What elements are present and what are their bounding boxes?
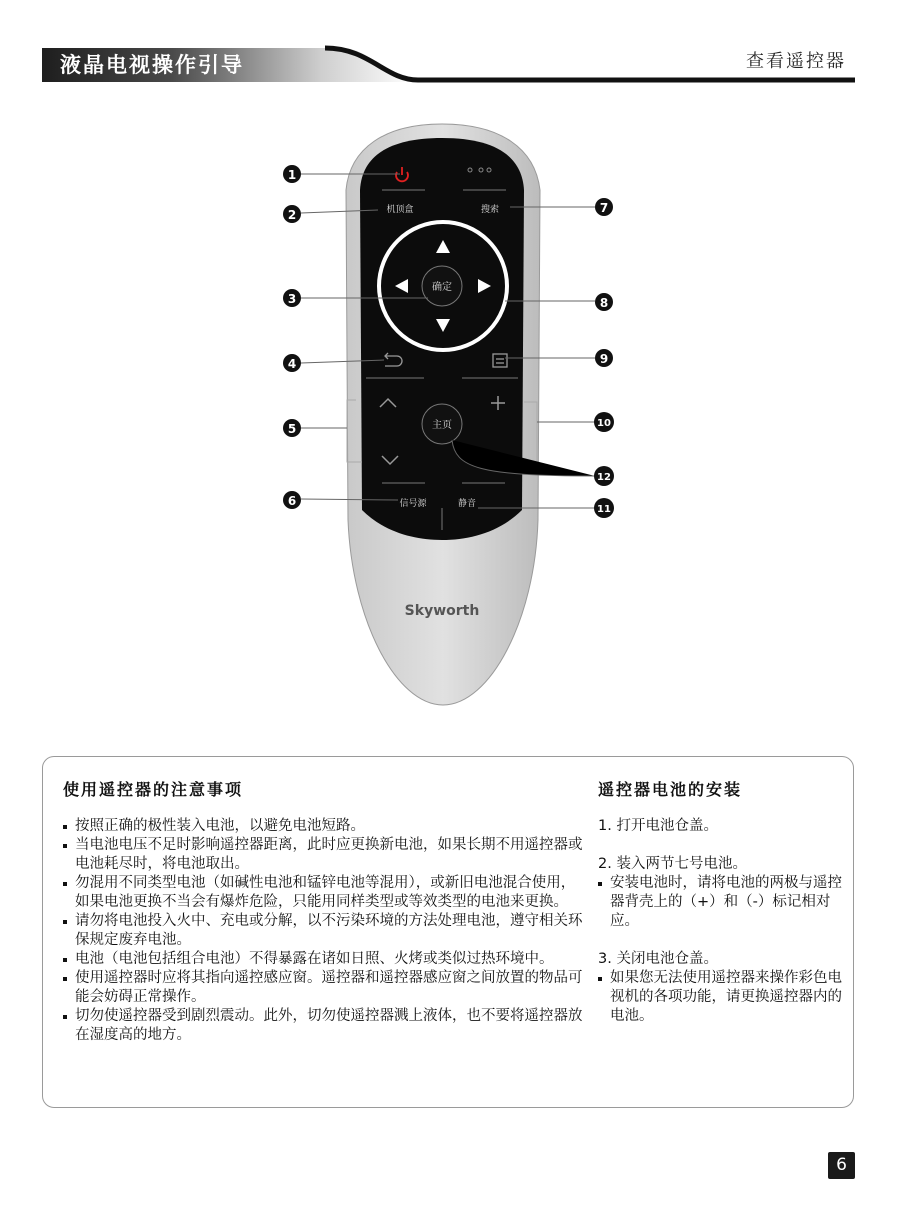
list-item: 请勿将电池投入火中、充电或分解，以不污染环境的方法处理电池，遵守相关环保规定废弃电池。 bbox=[63, 912, 583, 950]
section-title: 查看遥控器 bbox=[746, 51, 846, 72]
page-header bbox=[0, 0, 898, 100]
usage-notes-title: 使用遥控器的注意事项 bbox=[63, 780, 244, 799]
callout-badge-12 bbox=[594, 466, 614, 486]
callout-badge-6 bbox=[283, 491, 301, 509]
battery-install bbox=[598, 779, 843, 1026]
callout-badge-5 bbox=[283, 419, 301, 437]
svg-text:12: 12 bbox=[597, 472, 611, 483]
callout-badge-3 bbox=[283, 289, 301, 307]
callout-badge-10 bbox=[594, 412, 614, 432]
list-item: 使用遥控器时应将其指向遥控感应窗。遥控器和遥控器感应窗之间放置的物品可能会妨碍正常操作。 bbox=[63, 969, 583, 1007]
svg-text:7: 7 bbox=[599, 201, 609, 215]
callout-badge-4 bbox=[283, 354, 301, 372]
callout-badge-11 bbox=[594, 498, 614, 518]
stb-button[interactable]: 机顶盒 bbox=[386, 205, 414, 215]
svg-text:4: 4 bbox=[287, 357, 297, 371]
list-item: 电池（电池包括组合电池）不得暴露在诸如日照、火烤或类似过热环境中。 bbox=[63, 950, 583, 969]
page-number: 6 bbox=[828, 1152, 855, 1179]
svg-text:1: 1 bbox=[287, 168, 297, 182]
svg-text:6: 6 bbox=[287, 494, 297, 508]
install-step-3-note: 如果您无法使用遥控器来操作彩色电视机的各项功能，请更换遥控器内的电池。 bbox=[598, 969, 843, 1026]
svg-text:5: 5 bbox=[287, 422, 297, 436]
home-label: 主页 bbox=[432, 420, 452, 431]
search-button[interactable]: 搜索 bbox=[480, 205, 500, 215]
battery-install-title: 遥控器电池的安装 bbox=[598, 780, 743, 799]
remote-button-panel bbox=[360, 138, 524, 540]
svg-text:2: 2 bbox=[287, 208, 297, 222]
svg-text:10: 10 bbox=[597, 418, 611, 429]
install-step-2: 2. 装入两节七号电池。 bbox=[598, 856, 747, 872]
svg-text:3: 3 bbox=[287, 292, 297, 306]
list-item: 勿混用不同类型电池（如碱性电池和锰锌电池等混用），或新旧电池混合使用，如果电池更换不当会有爆炸危险，只能用同样类型或等效类型的电池来更换。 bbox=[63, 874, 583, 912]
usage-notes-list bbox=[63, 817, 583, 1045]
svg-text:11: 11 bbox=[597, 504, 611, 515]
install-step-1: 1. 打开电池仓盖。 bbox=[598, 818, 718, 834]
header-title: 液晶电视操作引导 bbox=[60, 53, 244, 77]
callout-badge-1 bbox=[283, 165, 301, 183]
install-step-2-note: 安装电池时，请将电池的两极与遥控器背壳上的（+）和（-）标记相对应。 bbox=[598, 874, 843, 931]
install-step-3: 3. 关闭电池仓盖。 bbox=[598, 951, 718, 967]
callout-badge-8 bbox=[595, 293, 613, 311]
svg-text:9: 9 bbox=[599, 352, 609, 366]
list-item: 切勿使遥控器受到剧烈震动。此外，切勿使遥控器溅上液体，也不要将遥控器放在湿度高的地方。 bbox=[63, 1007, 583, 1045]
callout-badge-2 bbox=[283, 205, 301, 223]
list-item: 按照正确的极性装入电池，以避免电池短路。 bbox=[63, 817, 583, 836]
svg-text:8: 8 bbox=[599, 296, 609, 310]
ok-label: 确定 bbox=[432, 282, 452, 293]
callout-badge-7 bbox=[595, 198, 613, 216]
source-button[interactable]: 信号源 bbox=[399, 499, 427, 509]
remote-illustration bbox=[0, 120, 898, 720]
callout-badge-9 bbox=[595, 349, 613, 367]
mute-button[interactable]: 静音 bbox=[457, 499, 477, 509]
brand-logo: Skyworth bbox=[404, 603, 480, 619]
list-item: 当电池电压不足时影响遥控器距离，此时应更换新电池，如果长期不用遥控器或电池耗尽时，将电池取出。 bbox=[63, 836, 583, 874]
usage-notes bbox=[63, 779, 583, 1045]
notes-panel bbox=[42, 756, 854, 1108]
